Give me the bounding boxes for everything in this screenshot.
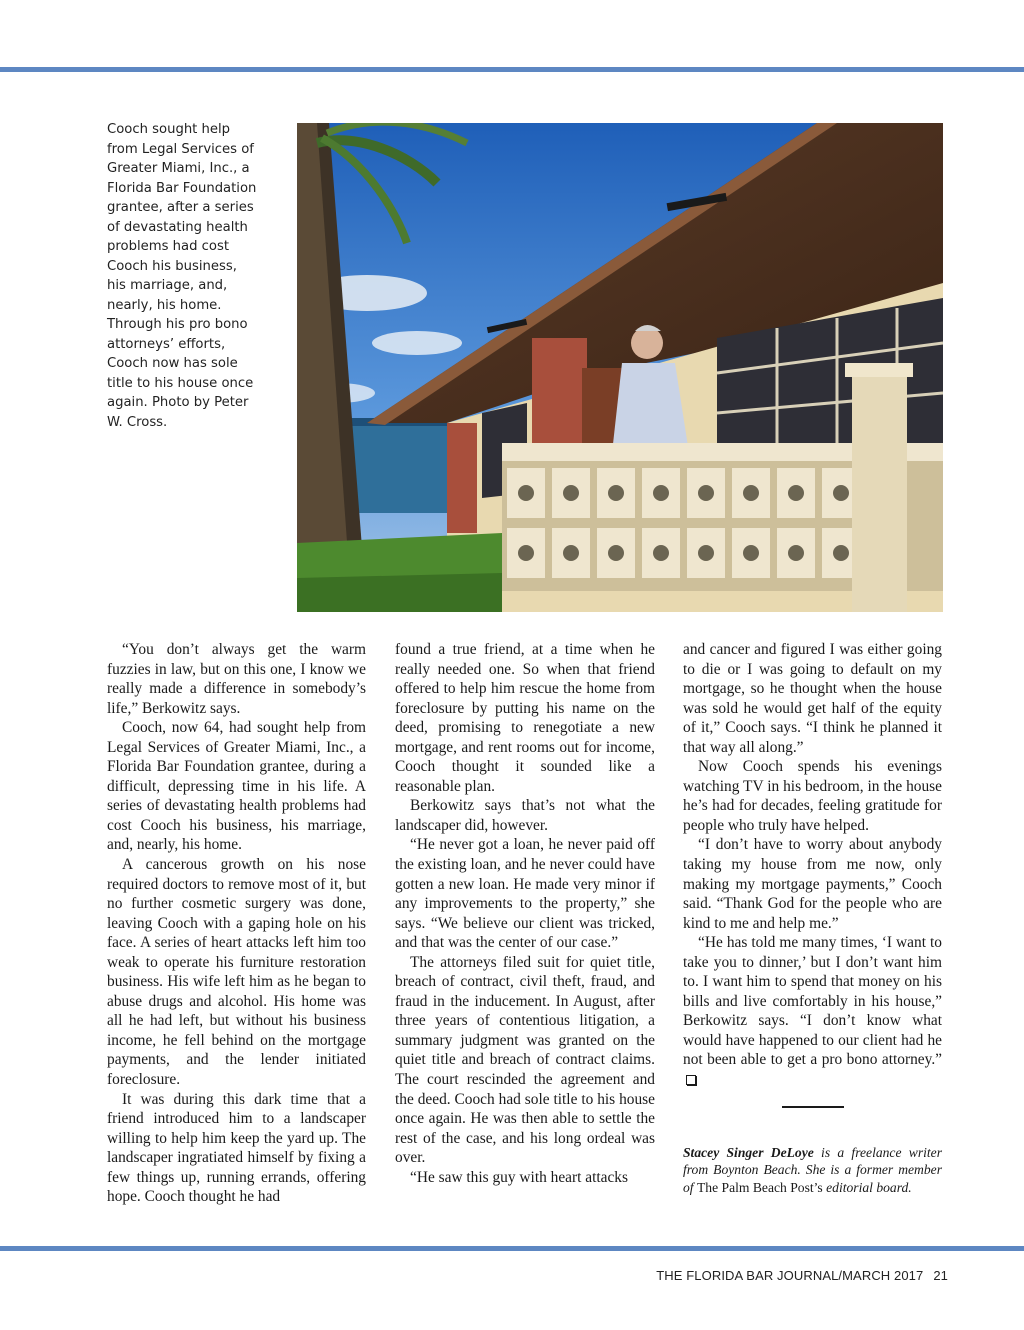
bottom-rule (0, 1246, 1024, 1251)
paragraph-continued: found a true friend, at a time when he really needed one. So when that friend offered to help him rescue the home from foreclosure by putting his name on the deed, promising to renegotiate a new mortgage, and rent rooms out for income, Cooch thought it sounded like a reasonable plan. (395, 641, 655, 795)
author-name: Stacey Singer DeLoye (683, 1145, 814, 1160)
article-column-3 (683, 640, 942, 1090)
paragraph: It was during this dark time that a friend introduced him to a landscaper willing to help him keep the yard up. The landscaper ingratiated himself by fixing a few things up, running errands, offering hope. Cooch thought he had (107, 1090, 366, 1206)
paragraph-continued: and cancer and figured I was either going to die or I was going to default on my mortgage, so he thought when the house was sold he would get half of the equity of it,” Cooch says. “I think he planned it that way all along.” (683, 641, 942, 756)
paragraph: A cancerous growth on his nose required doctors to remove most of it, but no further cosmetic surgery was done, leaving Cooch with a gaping hole on his face. A series of heart attacks left him too weak to operate his furniture restoration business. His wife left him as he began to abuse drugs and alcohol. His home was all he had left, but without his business income, he fell behind on the mortgage payments, and the lender initiated foreclosure. (107, 856, 366, 1089)
paragraph: “You don’t always get the warm fuzzies in law, but on this one, I know we really made a difference in somebody’s life,” Berkowitz says. (107, 641, 366, 717)
paragraph: “He never got a loan, he never paid off the existing loan, and he never could have gotten a new loan. He made very minor if any improvements to the property,” she says. “We believe our client was tricked, and that was the center of our case.” (395, 836, 655, 952)
bio-text: is a freelance writer from Boynton Beach. She is a former member of (683, 1145, 942, 1195)
bio-divider (782, 1106, 844, 1108)
paragraph: “He saw this guy with heart attacks (410, 1168, 628, 1186)
paragraph: Cooch, now 64, had sought help from Legal Services of Greater Miami, Inc., a Florida Bar Foundation grantee, during a difficult, depressing time in his life. A series of devastating health problems had cost Cooch his business, his marriage, and, nearly, his home. (107, 719, 366, 854)
author-bio (683, 1144, 942, 1196)
bio-publication: The Palm Beach Post’s (696, 1179, 823, 1195)
page-number: 21 (933, 1268, 948, 1283)
paragraph: The attorneys filed suit for quiet title, breach of contract, civil theft, fraud, and fraud in the inducement. In August, after three years of contentious litigation, a summary judgment was granted on the quiet title and breach of contract claims. The court rescinded the agreement and the deed. Cooch had sole title to his house once again. He was then able to settle the rest of the case, and his long ordeal was over. (395, 953, 655, 1167)
paragraph: Now Cooch spends his evenings watching TV in his bedroom, in the house he’s had for decades, feeling gratitude for people who truly have helped. (683, 758, 942, 834)
final-paragraph-text: “He has told me many times, ‘I want to take you to dinner,’ but I don’t want him to. I want him to spend that money on his bills and live comfortably in his house,” Berkowitz says. “I don’t know what would have happened to our client had he not been able to get a pro bono attorney.” (683, 934, 942, 1069)
journal-title: THE FLORIDA BAR JOURNAL/MARCH 2017 (656, 1268, 924, 1283)
top-rule (0, 67, 1024, 72)
article-photo (297, 123, 943, 612)
end-of-article-icon (686, 1075, 696, 1085)
page-footer (656, 1268, 948, 1283)
paragraph: Berkowitz says that’s not what the landscaper did, however. (395, 797, 655, 834)
paragraph-final (683, 933, 942, 1089)
paragraph: “I don’t have to worry about anybody taking my house from me now, only making my mortgage payments,” Cooch said. “Thank God for the people who are kind to me and help me.” (683, 836, 942, 932)
article-column-2 (395, 640, 655, 1187)
article-column-1 (107, 640, 366, 1207)
bio-text-end: editorial board. (822, 1179, 912, 1195)
photo-caption: Cooch sought help from Legal Services of Greater Miami, Inc., a Florida Bar Foundation grantee, after a series of devastating health problems had cost Cooch his business, his marriage, and, nearly, his home. Through his pro bono attorneys’ efforts, Cooch now has sole title to his house once again. Photo by Peter W. Cross. (107, 122, 257, 430)
